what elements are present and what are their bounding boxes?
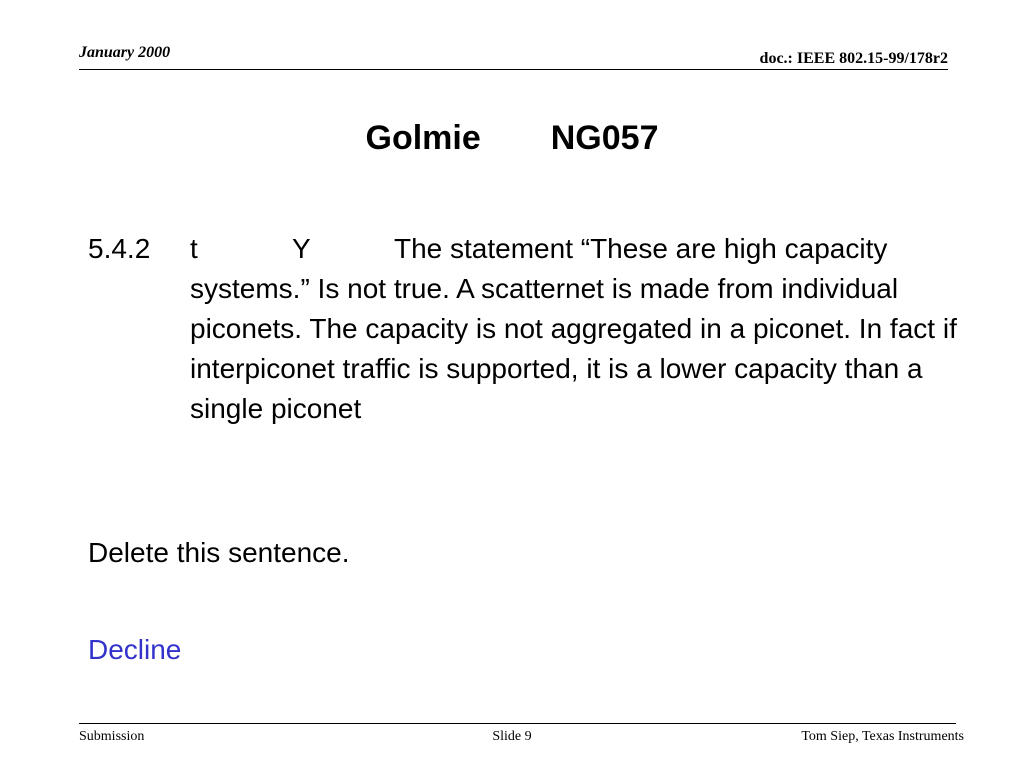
resolution-text: Decline — [88, 634, 182, 665]
header-doc-id: doc.: IEEE 802.15-99/178r2 — [759, 50, 948, 67]
comment-block — [88, 229, 958, 429]
comment-type: t — [190, 233, 198, 264]
suggested-change: Delete this sentence. — [88, 537, 350, 568]
header-date: January 2000 — [79, 44, 171, 61]
header-divider — [79, 69, 948, 70]
footer-slide-number: Slide 9 — [492, 729, 532, 744]
footer-author: Tom Siep, Texas Instruments — [801, 729, 964, 744]
footer-submission: Submission — [79, 729, 145, 744]
footer-divider — [79, 723, 956, 724]
comment-section: 5.4.2 — [88, 233, 151, 264]
title-name: Golmie — [365, 119, 481, 157]
slide-title — [0, 116, 1024, 160]
comment-paragraph — [88, 229, 958, 429]
title-code: NG057 — [550, 119, 659, 157]
comment-flag: Y — [292, 233, 311, 264]
comment-text: The statement “These are high capacity systems.” Is not true. A scatternet is made from individual piconets. The capacity is not aggregated in a piconet. In fact if interpiconet traffic is supported, it is a lower capacity than a single piconet — [190, 233, 957, 424]
